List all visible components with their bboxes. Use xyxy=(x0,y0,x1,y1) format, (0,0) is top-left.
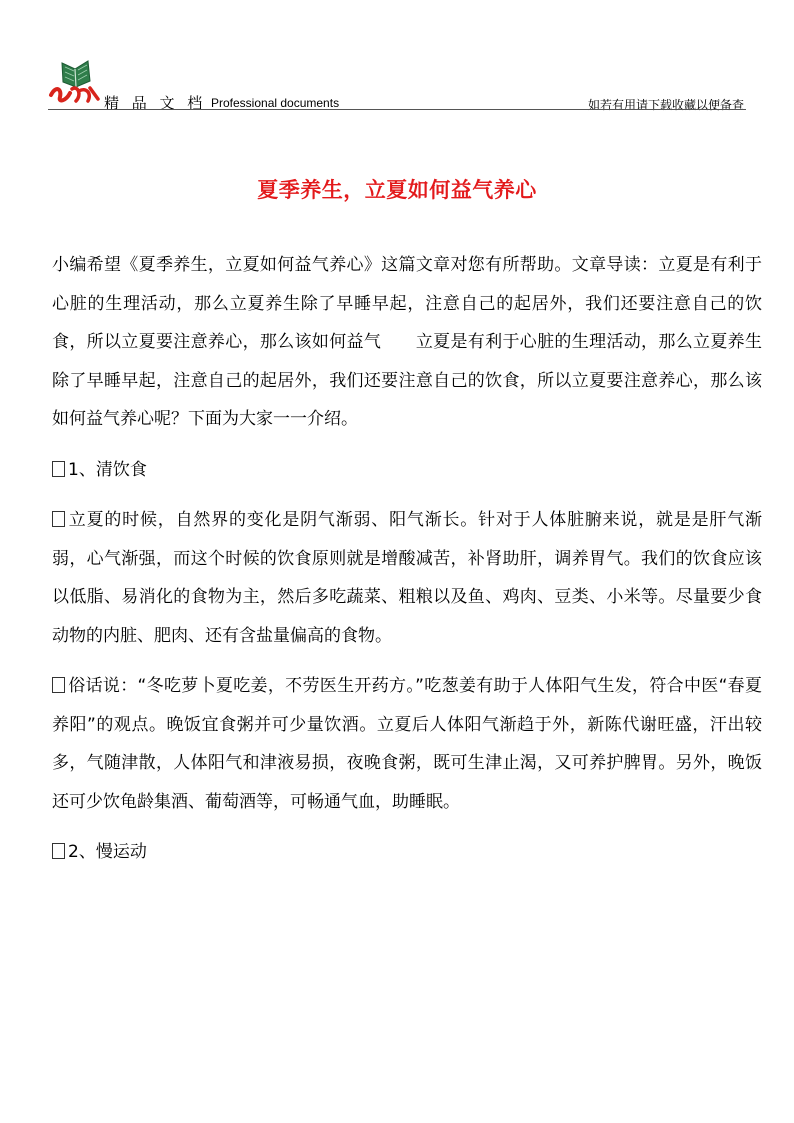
body-paragraph xyxy=(52,501,762,655)
section-heading-2-label: 2、慢运动 xyxy=(68,842,147,862)
body-paragraph-text: 立夏的时候，自然界的变化是阴气渐弱、阳气渐长。针对于人体脏腑来说，就是是肝气渐弱，心气渐强，而这个时候的饮食原则就是增酸减苦，补肾助肝，调养胃气。我们的饮食应该以低脂、易消化的食物为主，然后多吃蔬菜、粗粮以及鱼、鸡肉、豆类、小米等。尽量要少食动物的内脏、肥肉、还有含盐量偏高的食物。 xyxy=(52,510,762,646)
body-paragraph xyxy=(52,667,762,821)
checkbox-glyph-icon xyxy=(52,461,65,477)
section-heading-1-label: 1、清饮食 xyxy=(68,459,147,480)
section-heading-1 xyxy=(52,451,762,490)
article-body xyxy=(52,246,762,884)
book-logo-icon xyxy=(48,55,102,105)
header-note: 如若有用请下载收藏以便备查 xyxy=(587,98,744,112)
body-paragraph-text: 俗话说：“冬吃萝卜夏吃姜，不劳医生开药方。”吃葱姜有助于人体阳气生发，符合中医“春夏养阳”的观点。晚饭宜食粥并可少量饮酒。立夏后人体阳气渐趋于外，新陈代谢旺盛，汗出较多，气随津散，人体阳气和津液易损，夜晚食粥，既可生津止渴，又可养护脾胃。另外，晚饭还可少饮龟龄集酒、葡萄酒等，可畅通气血，助睡眠。 xyxy=(52,676,762,812)
checkbox-glyph-icon xyxy=(52,843,65,859)
header-divider xyxy=(48,109,746,110)
article-title: 夏季养生，立夏如何益气养心 xyxy=(257,178,537,203)
intro-paragraph: 小编希望《夏季养生，立夏如何益气养心》这篇文章对您有所帮助。文章导读：立夏是有利于心脏的生理活动，那么立夏养生除了早睡早起，注意自己的起居外，我们还要注意自己的饮食，所以立夏要注意养心，那么该如何益气 立夏是有利于心脏的生理活动，那么立夏养生除了早睡早起，注意自己的起居外，我们还要注意自己的饮食，所以立夏要注意养心，那么该如何益气养心呢？下面为大家一一介绍。 xyxy=(52,255,762,429)
brand-tagline: Professional documents xyxy=(211,96,340,110)
brand-name: 精 品 文 档 xyxy=(104,94,207,112)
checkbox-glyph-icon xyxy=(52,511,65,527)
page-header xyxy=(0,0,794,115)
section-heading-2 xyxy=(52,833,762,872)
checkbox-glyph-icon xyxy=(52,677,65,693)
